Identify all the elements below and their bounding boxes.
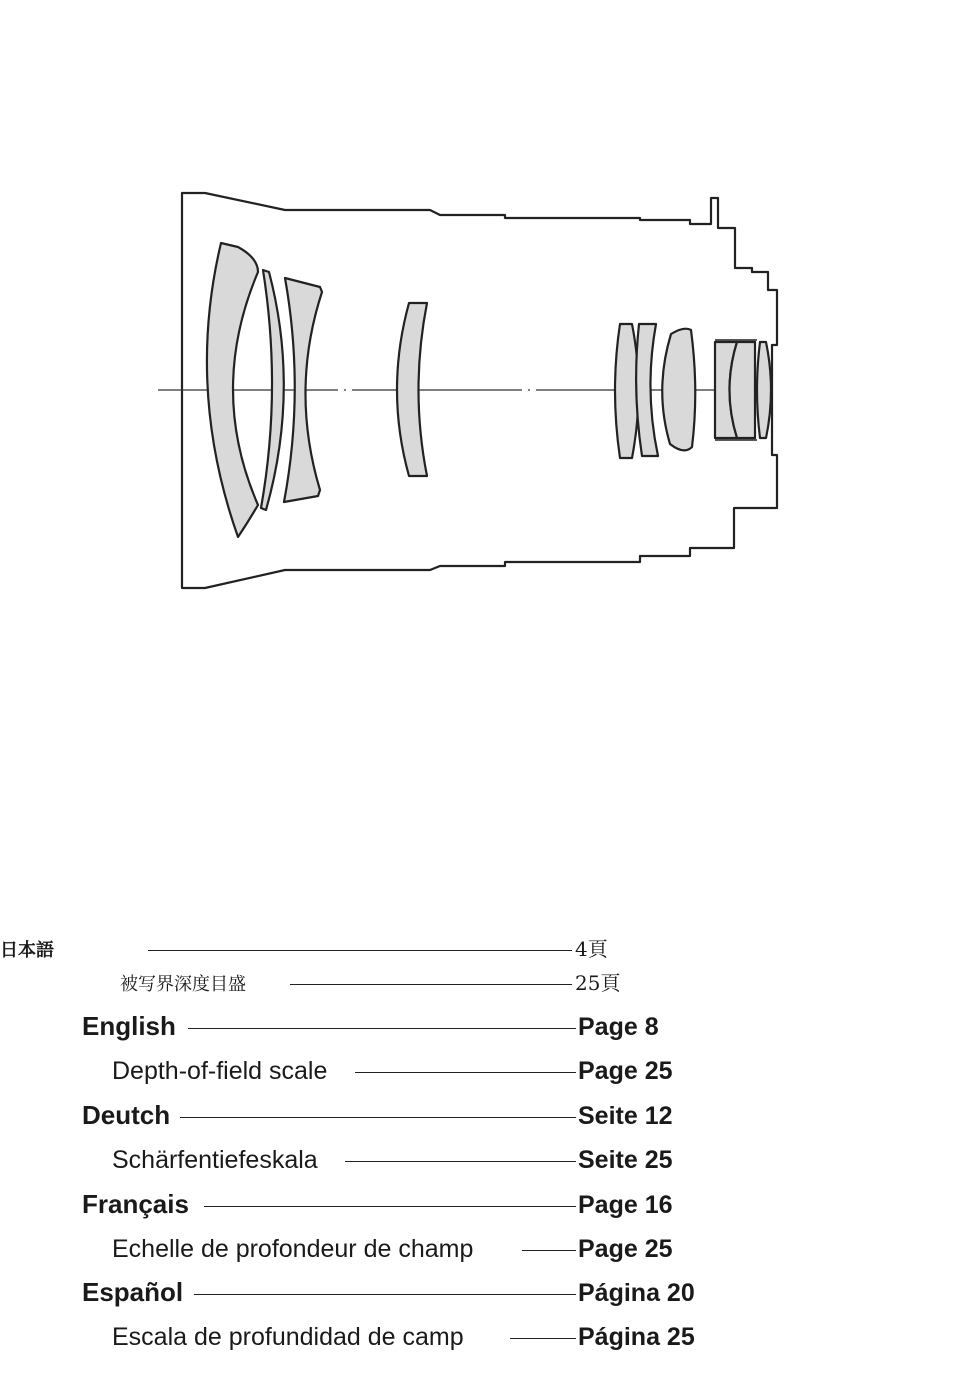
lens-element-9	[730, 342, 756, 438]
toc-page: 25頁	[575, 971, 621, 995]
toc-leader	[290, 984, 572, 985]
toc-page: Page 16	[578, 1191, 673, 1219]
toc-row-espanol-dof	[0, 1318, 954, 1358]
toc-page: Página 20	[578, 1279, 695, 1307]
toc-label: 日本語	[0, 940, 54, 961]
lens-element-10	[757, 342, 771, 438]
toc-label: Echelle de profondeur de champ	[112, 1235, 474, 1263]
toc-leader	[522, 1250, 576, 1251]
toc-page: 4頁	[575, 937, 608, 961]
toc-label: Schärfentiefeskala	[112, 1146, 318, 1174]
toc-leader	[148, 950, 572, 951]
toc-leader	[510, 1338, 576, 1339]
toc-label: 被写界深度目盛	[120, 974, 246, 995]
toc-leader	[180, 1117, 576, 1118]
toc-label: Deutch	[82, 1100, 171, 1130]
toc-row-english	[0, 1008, 954, 1048]
lens-cross-section-diagram	[150, 185, 810, 595]
toc-leader	[188, 1028, 576, 1029]
toc-row-espanol	[0, 1274, 954, 1314]
toc-leader	[355, 1072, 576, 1073]
toc-row-deutsch-dof	[0, 1141, 954, 1181]
toc-page: Seite 25	[578, 1146, 673, 1174]
toc-row-english-dof	[0, 1052, 954, 1092]
toc-row-japanese-dof	[0, 962, 954, 1002]
lens-element-7	[662, 329, 695, 451]
toc-row-deutch	[0, 1097, 954, 1137]
toc-leader	[204, 1206, 576, 1207]
toc-row-francais-dof	[0, 1230, 954, 1270]
toc-page: Page 25	[578, 1235, 673, 1263]
toc-leader	[194, 1294, 576, 1295]
toc-page: Página 25	[578, 1323, 695, 1351]
toc-page: Seite 12	[578, 1102, 673, 1130]
toc-label: Español	[82, 1277, 184, 1307]
toc-label: Français	[82, 1189, 189, 1219]
toc-leader	[345, 1161, 576, 1162]
toc-label: English	[82, 1011, 176, 1041]
toc-page: Page 8	[578, 1013, 659, 1041]
toc-page: Page 25	[578, 1057, 673, 1085]
toc-row-francais	[0, 1186, 954, 1226]
toc-label: Depth-of-field scale	[112, 1057, 328, 1085]
toc-label: Escala de profundidad de camp	[112, 1323, 464, 1351]
lens-element-5	[615, 324, 639, 458]
